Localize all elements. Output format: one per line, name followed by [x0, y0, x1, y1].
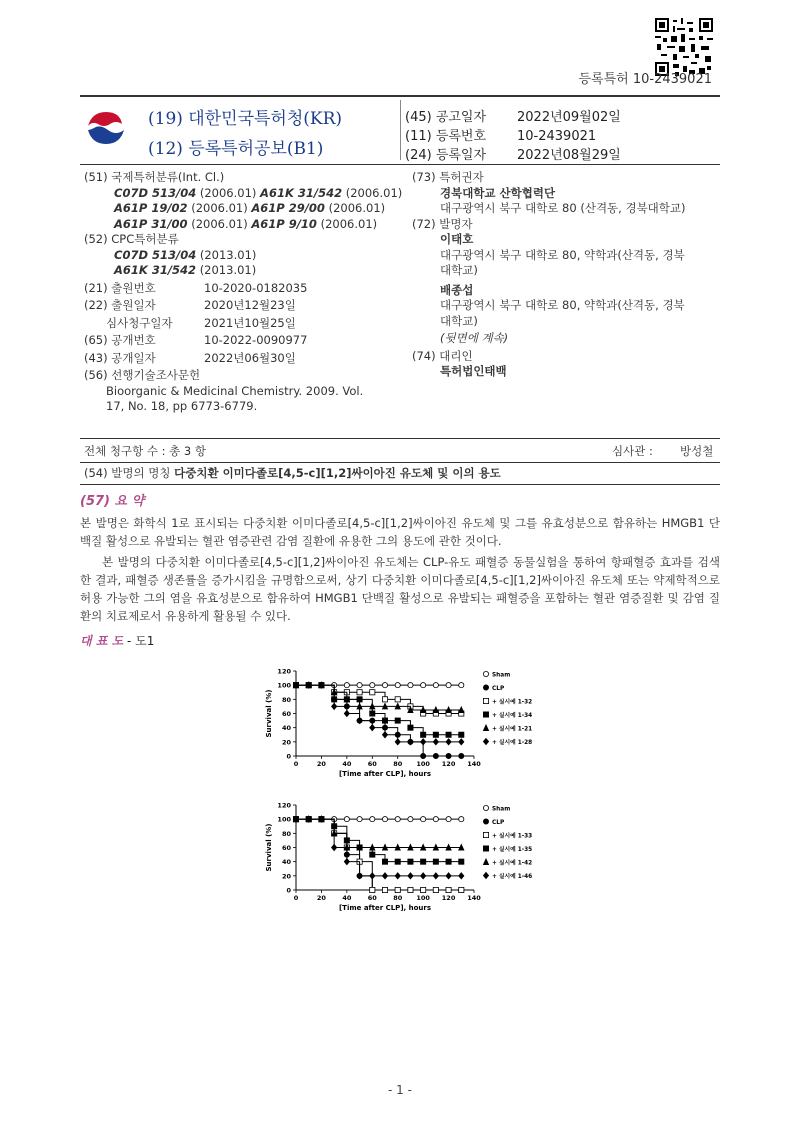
claims-rule [80, 438, 720, 439]
legend-marker [483, 671, 488, 676]
legend-marker [483, 805, 488, 810]
data-point [446, 753, 451, 758]
abstract-paragraph: 본 발명의 다중치환 이미다졸로[4,5-c][1,2]싸이아진 유도체는 CLP-유도 패혈증 동물실험을 통하여 항패혈증 효과를 검색한 결과, 패혈증 생존률을 증가시킴을 규명함으로써, 상기 다중치환 이미다졸로[4,5-c][1,2]싸이아진 유도체 또는 약제학적으로 허용 가능한 그의 염을 유효성분으로 함유하여 HMGB1 단백질 활성으로 유발되는 패혈증을 포함하는 혈관 염증질환 및 감염 질환의 치료제로서 유용하게 활용될 수 있다. [80, 555, 720, 623]
y-tick-label: 20 [281, 738, 291, 747]
y-tick-label: 40 [281, 858, 291, 867]
x-axis-label: [Time after CLP], hours [338, 770, 432, 778]
inventor-name: 배종섭 [440, 282, 474, 297]
legend-label: Sham [492, 672, 511, 679]
publication-number: (65) 공개번호 10-2022-0090977 [84, 333, 308, 347]
data-point [382, 718, 387, 723]
document-number: 등록특허 10-2439021 [578, 72, 712, 87]
data-point [459, 753, 464, 758]
prior-art-text: 17, No. 18, pp 6773-6779. [106, 399, 258, 413]
data-point [459, 683, 464, 688]
data-point [433, 859, 438, 864]
data-point [395, 718, 400, 723]
x-tick-label: 80 [393, 760, 403, 768]
data-point [382, 817, 387, 822]
legend-marker [483, 859, 488, 865]
data-point [421, 873, 426, 879]
legend-marker [483, 846, 488, 851]
data-point [357, 817, 362, 822]
legend-marker [483, 738, 488, 744]
data-point [408, 817, 413, 822]
data-point [433, 753, 438, 758]
data-point [421, 683, 426, 688]
data-point [433, 817, 438, 822]
data-point [459, 873, 464, 879]
y-tick-label: 100 [277, 681, 291, 690]
data-point [408, 887, 413, 892]
x-tick-label: 20 [316, 760, 326, 768]
x-tick-label: 80 [393, 894, 403, 902]
cpc-label: (52) CPC특허분류 [84, 232, 179, 246]
data-point [446, 683, 451, 688]
prior-art-label: (56) 선행기술조사문헌 [84, 368, 201, 382]
y-tick-label: 120 [277, 667, 291, 676]
data-point [344, 859, 349, 865]
data-point [344, 817, 349, 822]
y-axis-label: Survival (%) [265, 689, 273, 738]
agent-name: 특허법인태백 [440, 364, 507, 378]
x-tick-label: 140 [467, 894, 481, 902]
inventor-label: (72) 발명자 [412, 216, 473, 231]
exam-request-date: 심사청구일자 2021년10월25일 [106, 315, 296, 330]
inventor-address: 대학교) [440, 263, 478, 277]
inventor-name: 이태호 [440, 232, 474, 246]
header-rule [80, 95, 720, 97]
data-point [459, 859, 464, 864]
data-point [408, 859, 413, 864]
data-point [382, 683, 387, 688]
owner-label: (73) 특허권자 [412, 170, 484, 184]
y-tick-label: 100 [277, 815, 291, 824]
x-tick-label: 0 [293, 760, 299, 768]
survival-chart-2 [258, 797, 558, 922]
y-tick-label: 20 [281, 872, 291, 881]
legend-label: CLP [492, 819, 505, 826]
application-date: (22) 출원일자 2020년12월23일 [84, 298, 296, 312]
data-point [357, 683, 362, 688]
data-point [446, 873, 451, 879]
series-2 [293, 817, 532, 893]
data-point [446, 859, 451, 864]
data-point [459, 887, 464, 892]
prior-art-text: Bioorganic & Medicinal Chemistry. 2009. Vol. [106, 383, 364, 398]
data-point [382, 887, 387, 892]
y-axis-label: Survival (%) [265, 823, 273, 872]
series-line [296, 685, 461, 756]
x-tick-label: 120 [441, 760, 456, 768]
abstract-paragraph: 본 발명은 화학식 1로 표시되는 다중치환 이미다졸로[4,5-c][1,2]싸이아진 유도체 및 그를 유효성분으로 함유하는 HMGB1 단백질 활성으로 유발되는 혈관 염증관련 감염 질환에 유용한 그의 용도에 관한 것이다. [80, 516, 720, 548]
x-tick-label: 140 [467, 760, 481, 768]
ipc-row: A61P 31/00 (2006.01) A61P 9/10 (2006.01) [114, 216, 378, 231]
y-tick-label: 120 [277, 801, 291, 810]
data-point [370, 690, 375, 695]
cpc-row: C07D 513/04 (2013.01) [114, 247, 257, 262]
page-number: - 1 - [388, 1083, 412, 1097]
claims-count: 전체 청구항 수 : 총 3 항 [84, 444, 206, 458]
inventor-address: 대구광역시 북구 대학로 80, 약학과(산격동, 경북 [440, 298, 685, 312]
registration-number-row: (11) 등록번호 10-2439021 [405, 129, 597, 144]
data-point [433, 732, 438, 737]
ipc-label: (51) 국제특허분류(Int. Cl.) [84, 170, 225, 184]
data-point [421, 859, 426, 864]
series-line [296, 819, 461, 847]
data-point [421, 753, 426, 758]
legend-label: + 실시예 1-34 [492, 712, 533, 719]
data-point [459, 739, 464, 745]
legend-label: CLP [492, 685, 505, 692]
data-point [332, 703, 337, 709]
abstract-rule [80, 484, 720, 485]
series-line [296, 685, 461, 710]
legend-label: Sham [492, 806, 511, 813]
abstract-heading: (57) 요 약 [80, 494, 145, 509]
y-tick-label: 80 [281, 695, 291, 704]
owner-address: 대구광역시 북구 대학로 80 (산격동, 경북대학교) [440, 201, 686, 215]
data-point [370, 817, 375, 822]
x-tick-label: 100 [416, 894, 430, 902]
series-1 [293, 817, 505, 893]
data-point [408, 873, 413, 879]
data-point [408, 683, 413, 688]
legend-label: + 실시예 1-42 [492, 860, 533, 867]
data-point [332, 844, 337, 850]
x-tick-label: 40 [342, 760, 352, 768]
cpc-row: A61K 31/542 (2013.01) [114, 263, 257, 277]
data-point [446, 887, 451, 892]
x-tick-label: 60 [367, 894, 377, 902]
inventor-address: 대학교) [440, 313, 478, 328]
y-tick-label: 0 [286, 886, 291, 895]
representative-figure: 대 표 도 - 도1 [80, 634, 155, 648]
data-point [357, 690, 362, 695]
header-divider [400, 100, 401, 160]
data-point [433, 683, 438, 688]
korea-emblem-icon [82, 104, 130, 152]
data-point [421, 739, 426, 745]
data-point [395, 873, 400, 879]
legend-marker [483, 832, 488, 837]
legend-marker [483, 725, 488, 731]
header-bottom-rule [80, 164, 720, 165]
legend-marker [483, 872, 488, 878]
data-point [395, 859, 400, 864]
survival-chart-1 [258, 663, 558, 788]
publication-type: (12) 등록특허공보(B1) [148, 139, 324, 159]
x-axis-label: [Time after CLP], hours [338, 904, 432, 912]
legend-label: + 실시예 1-21 [492, 726, 533, 733]
data-point [344, 710, 349, 716]
data-point [382, 697, 387, 702]
data-point [433, 873, 438, 879]
publication-date: (43) 공개일자 2022년06월30일 [84, 350, 296, 365]
legend-label: + 실시예 1-35 [492, 846, 533, 853]
publication-date-row: (45) 공고일자 2022년09월02일 [405, 110, 621, 125]
data-point [459, 732, 464, 737]
y-tick-label: 0 [286, 752, 291, 761]
legend-label: + 실시예 1-46 [492, 873, 533, 880]
data-point [421, 732, 426, 737]
data-point [446, 732, 451, 737]
x-tick-label: 40 [342, 894, 352, 902]
examiner-name: 방성철 [680, 444, 714, 458]
data-point [395, 739, 400, 745]
bibliographic-left [84, 170, 404, 415]
y-tick-label: 60 [281, 844, 291, 852]
data-point [395, 887, 400, 892]
legend-marker [483, 712, 488, 717]
data-point [370, 725, 375, 731]
data-point [395, 697, 400, 702]
data-point [344, 683, 349, 688]
x-tick-label: 120 [441, 894, 456, 902]
ipc-row: C07D 513/04 (2006.01) A61K 31/542 (2006.01) [114, 185, 403, 200]
data-point [370, 887, 375, 892]
y-tick-label: 40 [281, 724, 291, 733]
data-point [446, 817, 451, 822]
data-point [370, 852, 375, 857]
data-point [382, 859, 387, 864]
y-tick-label: 80 [281, 829, 291, 838]
x-tick-label: 60 [367, 760, 377, 768]
data-point [433, 739, 438, 745]
data-point [370, 711, 375, 716]
series-line [296, 819, 461, 862]
data-point [382, 873, 387, 879]
inventor-address: 대구광역시 북구 대학로 80, 약학과(산격동, 경북 [440, 247, 685, 262]
x-tick-label: 0 [293, 894, 299, 902]
examiner-label: 심사관 : [612, 444, 653, 458]
legend-label: + 실시예 1-32 [492, 699, 533, 706]
data-point [459, 817, 464, 822]
data-point [433, 887, 438, 892]
x-tick-label: 20 [316, 894, 326, 902]
data-point [408, 725, 413, 730]
legend-label: + 실시예 1-33 [492, 833, 533, 840]
legend-marker [483, 685, 488, 690]
data-point [370, 683, 375, 688]
data-point [382, 732, 387, 738]
title-rule [80, 462, 720, 463]
data-point [395, 817, 400, 822]
owner-name: 경북대학교 산학협력단 [440, 185, 556, 200]
data-point [370, 873, 375, 879]
registration-date-row: (24) 등록일자 2022년08월29일 [405, 148, 621, 163]
invention-title-row: (54) 발명의 명칭 다중치환 이미다졸로[4,5-c][1,2]싸이아진 유도체 및 이의 용도 [84, 466, 501, 480]
application-number: (21) 출원번호 10-2020-0182035 [84, 280, 308, 295]
office-name: (19) 대한민국특허청(KR) [148, 109, 343, 129]
data-point [421, 887, 426, 892]
x-tick-label: 100 [416, 760, 430, 768]
legend-label: + 실시예 1-28 [492, 739, 533, 746]
legend-marker [483, 698, 488, 703]
data-point [421, 817, 426, 822]
data-point [446, 739, 451, 745]
agent-label: (74) 대리인 [412, 348, 473, 363]
bibliographic-right [412, 170, 732, 380]
legend-marker [483, 819, 488, 824]
ipc-row: A61P 19/02 (2006.01) A61P 29/00 (2006.01) [114, 201, 386, 215]
data-point [395, 683, 400, 688]
y-tick-label: 60 [281, 710, 291, 718]
continued-note: (뒷면에 계속) [440, 331, 509, 345]
